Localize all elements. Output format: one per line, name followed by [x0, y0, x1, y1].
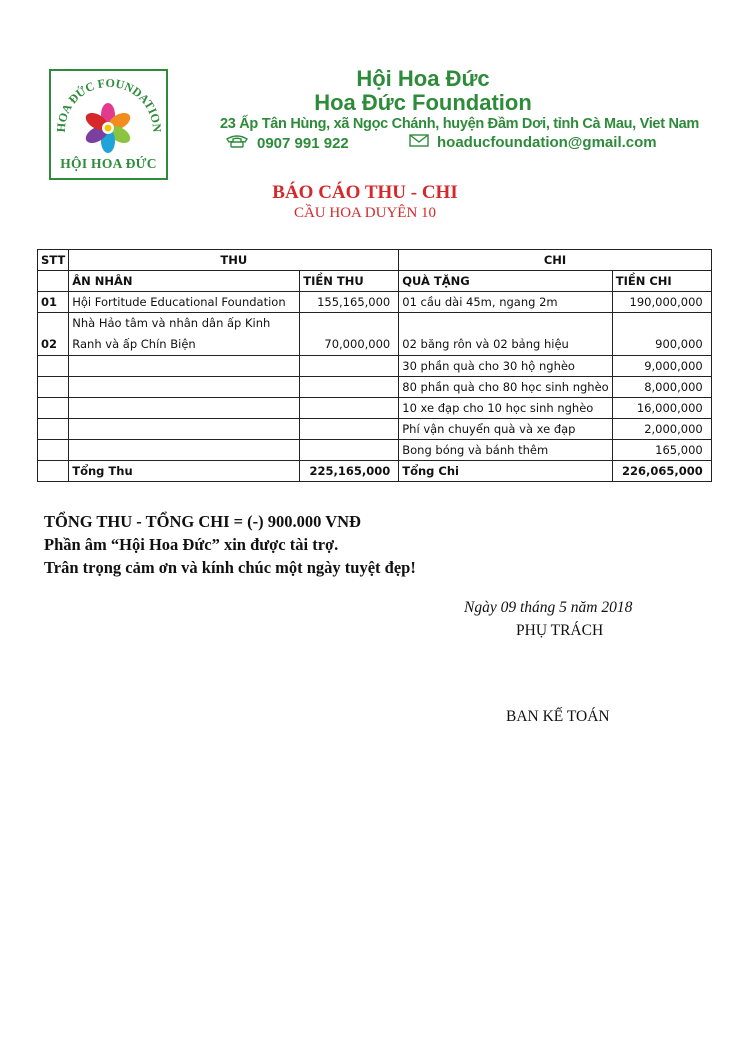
logo-arc-text: HOA ĐỨC FOUNDATION: [53, 75, 165, 133]
cell-an-nhan: Hội Fortitude Educational Foundation: [69, 292, 300, 313]
report-subtitle: CẦU HOA DUYÊN 10: [293, 205, 437, 221]
header-thu: THU: [69, 250, 399, 271]
accounting-department: BAN KẾ TOÁN: [506, 708, 610, 725]
org-name-vietnamese: Hội Hoa Đức: [356, 66, 490, 91]
table-row: [38, 313, 712, 356]
cell-tien-chi: 165,000: [612, 440, 711, 461]
cell-tien-chi: 8,000,000: [612, 377, 711, 398]
cell-tien-chi: 190,000,000: [612, 292, 711, 313]
cell-an-nhan: [69, 398, 300, 419]
cell-an-nhan: [69, 419, 300, 440]
header-tien-chi: TIỀN CHI: [612, 271, 711, 292]
total-thu-value: 225,165,000: [300, 461, 399, 482]
cell-an-nhan: Nhà Hảo tâm và nhân dân ấp Kinh Ranh và ấp Chín Biện: [69, 313, 300, 356]
logo-name: HỘI HOA ĐỨC: [60, 156, 157, 171]
org-name-english: Hoa Đức Foundation: [314, 90, 532, 115]
cell-stt: 01: [38, 292, 69, 313]
cell-qua-tang: 01 cầu dài 45m, ngang 2m: [399, 292, 612, 313]
report-date: Ngày 09 tháng 5 năm 2018: [464, 599, 633, 616]
address: 23 Ấp Tân Hùng, xã Ngọc Chánh, huyện Đầm Dơi, tỉnh Cà Mau, Viet Nam: [220, 116, 699, 132]
cell-qua-tang: Phí vận chuyển quà và xe đạp: [399, 419, 612, 440]
table-subheader-row: [38, 271, 712, 292]
thanks-note: Trân trọng cảm ơn và kính chúc một ngày tuyệt đẹp!: [44, 558, 416, 577]
header-chi: CHI: [399, 250, 711, 271]
cell-an-nhan: [69, 377, 300, 398]
cell-tien-thu: 155,165,000: [300, 292, 399, 313]
total-empty: [38, 461, 69, 482]
table-row: [38, 440, 712, 461]
email-contact: [409, 134, 657, 151]
cell-an-nhan: [69, 356, 300, 377]
cell-stt: [38, 398, 69, 419]
header-qua-tang: QUÀ TẶNG: [399, 271, 612, 292]
email-address[interactable]: hoaducfoundation@gmail.com: [437, 134, 657, 151]
mail-icon: [409, 134, 429, 151]
cell-tien-thu: [300, 440, 399, 461]
phone-contact: [225, 134, 349, 152]
cell-stt: [38, 356, 69, 377]
cell-qua-tang: Bong bóng và bánh thêm: [399, 440, 612, 461]
header-tien-thu: TIỀN THU: [300, 271, 399, 292]
report-title: BÁO CÁO THU - CHI: [272, 182, 458, 203]
cell-qua-tang: 80 phần quà cho 80 học sinh nghèo: [399, 377, 612, 398]
cell-qua-tang: 30 phần quà cho 30 hộ nghèo: [399, 356, 612, 377]
cell-qua-tang: 02 băng rôn và 02 bảng hiệu: [399, 313, 612, 356]
subheader-empty: [38, 271, 69, 292]
cell-stt: 02: [38, 313, 69, 356]
cell-tien-chi: 2,000,000: [612, 419, 711, 440]
cell-tien-chi: 900,000: [612, 313, 711, 356]
cell-an-nhan: [69, 440, 300, 461]
income-expense-table: [37, 249, 712, 482]
cell-tien-thu: [300, 377, 399, 398]
cell-tien-thu: [300, 398, 399, 419]
cell-stt: [38, 419, 69, 440]
sponsor-note: Phần âm “Hội Hoa Đức” xin được tài trợ.: [44, 535, 339, 554]
cell-tien-chi: 16,000,000: [612, 398, 711, 419]
cell-qua-tang: 10 xe đạp cho 10 học sinh nghèo: [399, 398, 612, 419]
cell-tien-thu: 70,000,000: [300, 313, 399, 356]
table-total-row: [38, 461, 712, 482]
phone-number: 0907 991 922: [257, 134, 349, 152]
table-row: [38, 398, 712, 419]
total-chi-label: Tổng Chi: [399, 461, 612, 482]
cell-tien-thu: [300, 419, 399, 440]
table-row: [38, 356, 712, 377]
total-thu-label: Tổng Thu: [69, 461, 300, 482]
table-row: [38, 377, 712, 398]
cell-tien-chi: 9,000,000: [612, 356, 711, 377]
header-an-nhan: ÂN NHÂN: [69, 271, 300, 292]
cell-tien-thu: [300, 356, 399, 377]
table-row: [38, 419, 712, 440]
header-stt: STT: [38, 250, 69, 271]
table-row: [38, 292, 712, 313]
total-chi-value: 226,065,000: [612, 461, 711, 482]
cell-stt: [38, 377, 69, 398]
cell-stt: [38, 440, 69, 461]
table-header-row: [38, 250, 712, 271]
signer-role: PHỤ TRÁCH: [516, 622, 604, 639]
foundation-logo: [49, 69, 168, 180]
balance-summary: TỔNG THU - TỔNG CHI = (-) 900.000 VNĐ: [44, 512, 361, 531]
phone-icon: [225, 134, 249, 152]
